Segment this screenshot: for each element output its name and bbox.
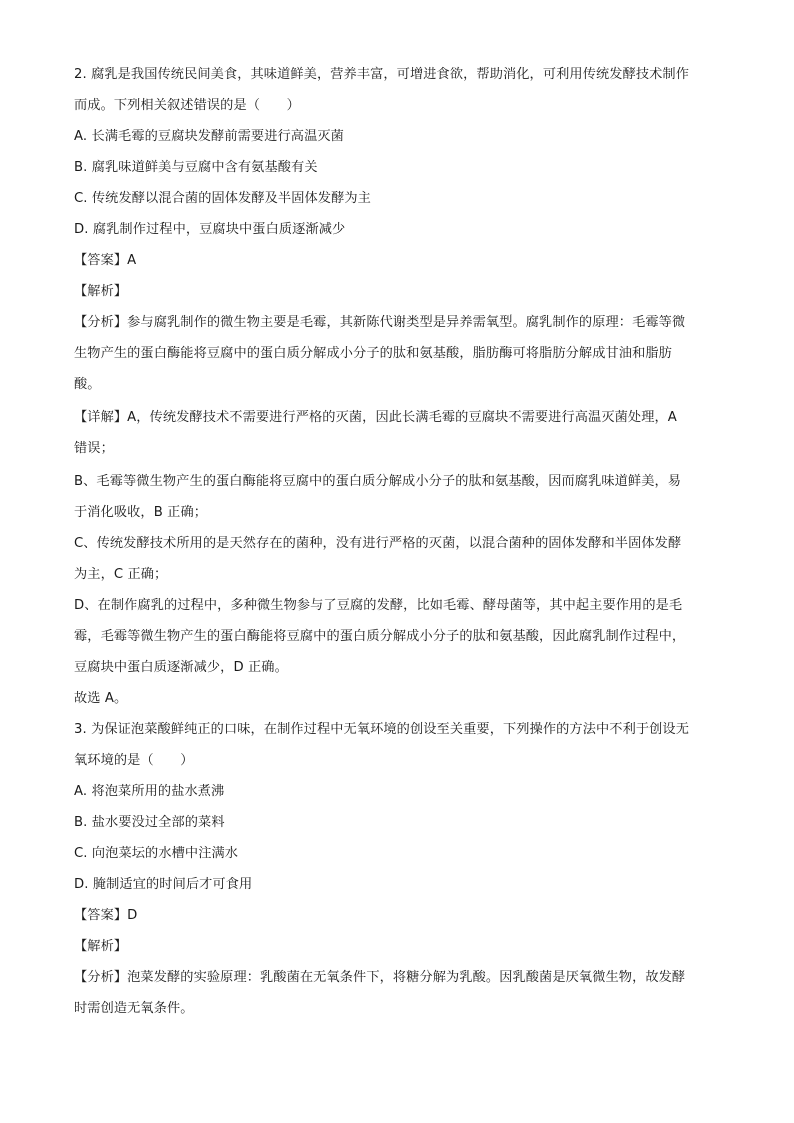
- question-2-detail-line-6: 为主，C 正确；: [74, 567, 168, 582]
- question-2-answer: 【答案】A: [74, 253, 137, 268]
- question-3-analysis-header: 【解析】: [74, 939, 128, 954]
- question-2-option-a: A. 长满毛霉的豆腐块发酵前需要进行高温灭菌: [74, 129, 344, 144]
- question-3-analysis-line-1: 【分析】泡菜发酵的实验原理：乳酸菌在无氧条件下，将糖分解为乳酸。因乳酸菌是厌氧微生物，故发酵: [74, 970, 686, 985]
- question-2-option-d: D. 腐乳制作过程中，豆腐块中蛋白质逐渐减少: [74, 222, 346, 237]
- question-2-option-b: B. 腐乳味道鲜美与豆腐中含有氨基酸有关: [74, 160, 318, 175]
- question-2-analysis-line-3: 酸。: [74, 377, 101, 392]
- question-2-analysis-line-1: 【分析】参与腐乳制作的微生物主要是毛霉，其新陈代谢类型是异养需氧型。腐乳制作的原理：毛霉等微: [74, 315, 686, 330]
- question-3-stem-line-2: 氧环境的是（ ）: [74, 753, 194, 768]
- question-3-option-a: A. 将泡菜所用的盐水煮沸: [74, 784, 225, 799]
- question-3-answer: 【答案】D: [74, 908, 138, 923]
- question-2-detail-line-2: 错误；: [74, 441, 114, 456]
- question-3-option-d: D. 腌制适宜的时间后才可食用: [74, 877, 253, 892]
- question-3-option-c: C. 向泡菜坛的水槽中注满水: [74, 846, 239, 861]
- question-2-detail-line-10: 故选 A。: [74, 691, 128, 706]
- question-3-option-b: B. 盐水要没过全部的菜料: [74, 815, 225, 830]
- question-3-analysis-line-2: 时需创造无氧条件。: [74, 1001, 194, 1016]
- question-2-analysis-line-2: 生物产生的蛋白酶能将豆腐中的蛋白质分解成小分子的肽和氨基酸，脂肪酶可将脂肪分解成甘油和脂肪: [74, 346, 672, 361]
- question-2-option-c: C. 传统发酵以混合菌的固体发酵及半固体发酵为主: [74, 191, 371, 206]
- question-2-detail-line-8: 霉，毛霉等微生物产生的蛋白酶能将豆腐中的蛋白质分解成小分子的肽和氨基酸，因此腐乳制作过程中，: [74, 629, 686, 644]
- question-2-stem-line-1: 2. 腐乳是我国传统民间美食，其味道鲜美，营养丰富，可增进食欲，帮助消化，可利用传统发酵技术制作: [74, 67, 690, 82]
- question-2-analysis-header: 【解析】: [74, 284, 128, 299]
- question-2-detail-line-3: B、毛霉等微生物产生的蛋白酶能将豆腐中的蛋白质分解成小分子的肽和氨基酸，因而腐乳味道鲜美，易: [74, 474, 682, 489]
- question-2-detail-line-1: 【详解】A，传统发酵技术不需要进行严格的灭菌，因此长满毛霉的豆腐块不需要进行高温灭菌处理，A: [74, 410, 677, 425]
- question-2-stem-line-2: 而成。下列相关叙述错误的是（ ）: [74, 98, 300, 113]
- question-2-detail-line-4: 于消化吸收，B 正确；: [74, 505, 208, 520]
- question-3-stem-line-1: 3. 为保证泡菜酸鲜纯正的口味，在制作过程中无氧环境的创设至关重要，下列操作的方法中不利于创设无: [74, 722, 690, 737]
- question-2-detail-line-9: 豆腐块中蛋白质逐渐减少，D 正确。: [74, 660, 288, 675]
- question-2-detail-line-7: D、在制作腐乳的过程中，多种微生物参与了豆腐的发酵，比如毛霉、酵母菌等，其中起主要作用的是毛: [74, 598, 683, 613]
- question-2-detail-line-5: C、传统发酵技术所用的是天然存在的菌种，没有进行严格的灭菌，以混合菌种的固体发酵和半固体发酵: [74, 536, 682, 551]
